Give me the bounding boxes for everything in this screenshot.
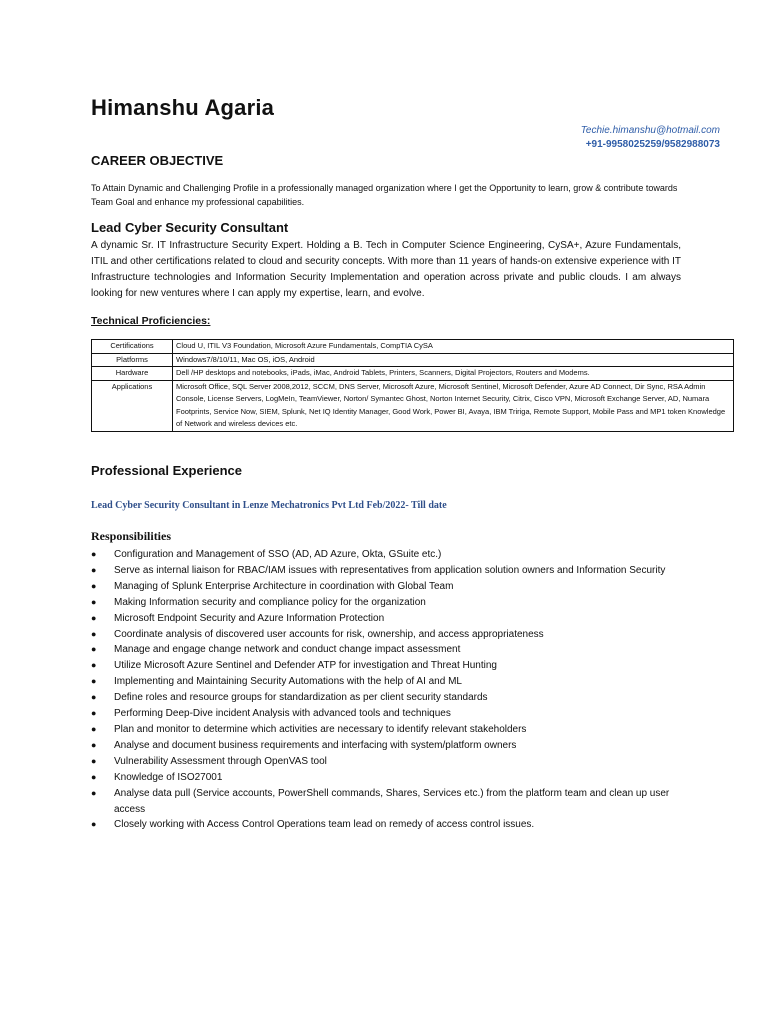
list-item-text: Microsoft Endpoint Security and Azure Information Protection — [114, 612, 385, 624]
list-item — [91, 786, 691, 818]
bullet-icon: ● — [91, 596, 97, 607]
responsibilities-heading: Responsibilities — [91, 529, 172, 543]
row-label: Certifications — [92, 340, 173, 354]
candidate-name: Himanshu Agaria — [91, 95, 275, 120]
technical-proficiencies-table — [91, 339, 734, 432]
table-row — [92, 353, 734, 367]
bullet-icon: ● — [91, 628, 97, 639]
email-link[interactable]: Techie.himanshu@hotmail.com — [580, 125, 720, 136]
list-item-text: Closely working with Access Control Operations team lead on remedy of access control issues. — [114, 819, 535, 831]
bullet-icon: ● — [91, 692, 97, 703]
list-item — [91, 595, 691, 611]
role-heading: Lead Cyber Security Consultant — [91, 220, 289, 235]
list-item-text: Configuration and Management of SSO (AD, AD Azure, Okta, GSuite etc.) — [114, 549, 442, 560]
list-item-text: Serve as internal liaison for RBAC/IAM issues with representatives from application solution owners and Information Security — [114, 564, 666, 576]
list-item-text: Manage and engage change network and conduct change impact assessment — [114, 644, 461, 656]
list-item — [91, 674, 691, 690]
bullet-icon: ● — [91, 644, 97, 655]
row-label: Hardware — [92, 367, 173, 381]
contact-block — [581, 124, 720, 152]
list-item-text: Knowledge of ISO27001 — [114, 771, 223, 783]
bullet-icon: ● — [91, 580, 97, 591]
list-item — [91, 642, 691, 658]
list-item-text: Plan and monitor to determine which activities are necessary to identify relevant stakeholders — [114, 723, 527, 735]
responsibilities-list — [91, 547, 691, 833]
profile-summary: A dynamic Sr. IT Infrastructure Security Expert. Holding a B. Tech in Computer Science Engineering, CySA+, Azure Fundamentals, ITIL and other certifications related to cloud and security concepts. With more than 11 years of hands-on extensive experience with IT Infrastructure technologies and Information Security Implementation and operation across private and public clouds. I am always looking for new ventures where I can apply my expertise, learn, and evolve. — [91, 240, 681, 299]
list-item — [91, 547, 691, 563]
bullet-icon: ● — [91, 564, 97, 575]
list-item — [91, 611, 691, 627]
table-row — [92, 340, 734, 354]
list-item — [91, 722, 691, 738]
bullet-icon: ● — [91, 612, 97, 623]
list-item-text: Making Information security and compliance policy for the organization — [114, 596, 426, 608]
bullet-icon: ● — [91, 819, 97, 830]
row-value: Dell /HP desktops and notebooks, iPads, iMac, Android Tablets, Printers, Scanners, Digital Projectors, Routers and Modems. — [173, 367, 734, 381]
list-item — [91, 690, 691, 706]
list-item-text: Coordinate analysis of discovered user accounts for risk, ownership, and access appropriateness — [114, 628, 544, 640]
list-item — [91, 627, 691, 643]
table-row — [92, 367, 734, 381]
bullet-icon: ● — [91, 549, 97, 559]
row-value: Cloud U, ITIL V3 Foundation, Microsoft Azure Fundamentals, CompTIA CySA — [173, 340, 734, 354]
job-title: Lead Cyber Security Consultant in Lenze Mechatronics Pvt Ltd Feb/2022- Till date — [91, 500, 447, 511]
list-item — [91, 658, 691, 674]
row-label: Applications — [92, 380, 173, 431]
list-item — [91, 770, 691, 786]
list-item — [91, 563, 691, 579]
list-item — [91, 738, 691, 754]
list-item — [91, 706, 691, 722]
list-item-text: Vulnerability Assessment through OpenVAS tool — [114, 755, 327, 767]
list-item-text: Utilize Microsoft Azure Sentinel and Defender ATP for investigation and Threat Hunting — [114, 660, 497, 672]
bullet-icon: ● — [91, 771, 97, 782]
bullet-icon: ● — [91, 676, 97, 687]
bullet-icon: ● — [91, 787, 97, 798]
table-row — [92, 380, 734, 431]
list-item-text: Define roles and resource groups for standardization as per client security standards — [114, 692, 488, 704]
row-label: Platforms — [92, 353, 173, 367]
list-item-text: Implementing and Maintaining Security Automations with the help of AI and ML — [114, 676, 462, 688]
bullet-icon: ● — [91, 723, 97, 734]
bullet-icon: ● — [91, 660, 97, 671]
bullet-icon: ● — [91, 708, 97, 719]
career-objective-heading: CAREER OBJECTIVE — [91, 153, 224, 168]
professional-experience-heading: Professional Experience — [91, 463, 243, 478]
bullet-icon: ● — [91, 755, 97, 766]
list-item-text: Analyse and document business requirements and interfacing with system/platform owners — [114, 739, 517, 751]
list-item — [91, 817, 691, 833]
list-item-text: Analyse data pull (Service accounts, PowerShell commands, Shares, Services etc.) from the platform team and clean up user access — [114, 787, 670, 815]
list-item — [91, 754, 691, 770]
list-item-text: Performing Deep-Dive incident Analysis with advanced tools and techniques — [114, 708, 451, 720]
row-value: Microsoft Office, SQL Server 2008,2012, SCCM, DNS Server, Microsoft Azure, Microsoft Sentinel, Microsoft Defender, Azure AD Connect, Dir Sync, RSA Admin Console, License Servers, LogMeIn, TeamViewer, Norton/ Symantec Ghost, Norton Internet Security, Citrix, Cisco VPN, Microsoft Exchange Server, AD, Numara Footprints, Service Now, SIEM, Splunk, Net IQ Identity Manager, Good Work, Power BI, Avaya, IBM Tririga, Remote Support, Mobile Pass and MP1 token Knowledge of Network and wireless devices etc. — [173, 380, 734, 431]
phone-number: +91-9958025259/9582988073 — [585, 139, 720, 150]
career-objective-text: To Attain Dynamic and Challenging Profile in a professionally managed organization where I get the Opportunity to learn, grow & contribute towards Team Goal and enhance my professional capabilities. — [91, 183, 678, 207]
technical-proficiencies-heading: Technical Proficiencies: — [91, 315, 211, 327]
bullet-icon: ● — [91, 739, 97, 750]
list-item-text: Managing of Splunk Enterprise Architecture in coordination with Global Team — [114, 580, 454, 592]
list-item — [91, 579, 691, 595]
row-value: Windows7/8/10/11, Mac OS, iOS, Android — [173, 353, 734, 367]
